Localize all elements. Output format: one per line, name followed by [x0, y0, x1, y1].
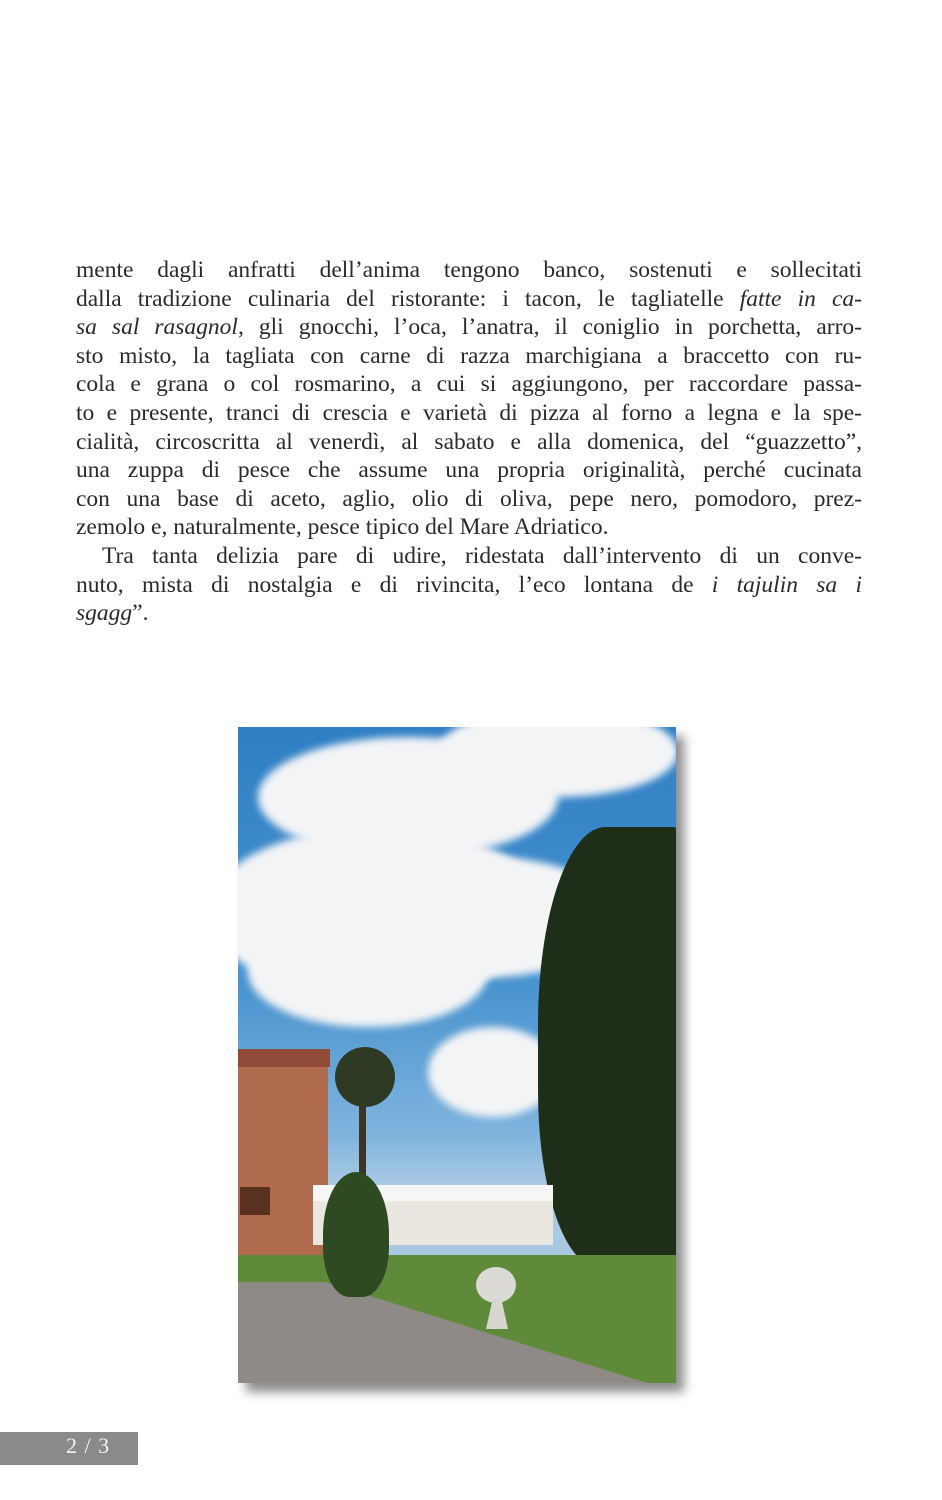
text-run: ”. — [132, 600, 149, 627]
text-run: con una base di aceto, aglio, olio di oliva, pepe nero, pomodoro, prez- — [76, 485, 862, 512]
text-line — [76, 313, 862, 342]
text-run: zemolo e, naturalmente, pesce tipico del Mare Adriatico. — [76, 514, 609, 541]
text-line — [76, 599, 862, 628]
text-line — [76, 513, 862, 542]
text-run: Tra tanta delizia pare di udire, ridestata dall’intervento di un conve- — [102, 542, 862, 569]
italic-phrase: fatte in ca- — [739, 285, 862, 312]
text-line — [76, 370, 862, 399]
italic-phrase: i tajulin sa i — [711, 571, 862, 598]
courtyard-photo — [238, 727, 676, 1383]
italic-phrase: sgagg — [76, 600, 133, 627]
body-text — [76, 256, 862, 628]
italic-phrase: sa sal rasagnol — [76, 314, 238, 341]
text-line — [76, 256, 862, 285]
text-line — [76, 456, 862, 485]
text-run: sto misto, la tagliata con carne di razza marchigiana a braccetto con ru- — [76, 342, 862, 369]
stone-sphere — [476, 1267, 516, 1303]
text-line — [76, 399, 862, 428]
text-run: nuto, mista di nostalgia e di rivincita, l’eco lontana de — [76, 571, 712, 598]
large-tree — [538, 827, 676, 1267]
text-run: una zuppa di pesce che assume una propria originalità, perché cucinata — [76, 457, 862, 484]
text-line — [76, 542, 862, 571]
text-run: mente dagli anfratti dell’anima tengono banco, sostenuti e sollecitati — [76, 257, 862, 283]
text-line — [76, 485, 862, 514]
text-run: to e presente, tranci di crescia e varietà di pizza al forno a legna e la spe- — [76, 399, 862, 426]
text-line — [76, 285, 862, 314]
text-run: dalla tradizione culinaria del ristorante: i tacon, le tagliatelle — [76, 285, 740, 312]
text-run: cialità, circoscritta al venerdì, al sabato e alla domenica, del “guazzetto”, — [76, 428, 862, 455]
text-run: , gli gnocchi, l’oca, l’anatra, il coniglio in porchetta, arro- — [237, 314, 863, 341]
text-line — [76, 571, 862, 600]
text-run: cola e grana o col rosmarino, a cui si aggiungono, per raccordare passa- — [76, 371, 862, 398]
text-line — [76, 428, 862, 457]
photo-scene — [238, 727, 676, 1383]
text-line — [76, 342, 862, 371]
page-number: 2 / 3 — [66, 1433, 111, 1458]
conifer-bush — [323, 1172, 389, 1297]
